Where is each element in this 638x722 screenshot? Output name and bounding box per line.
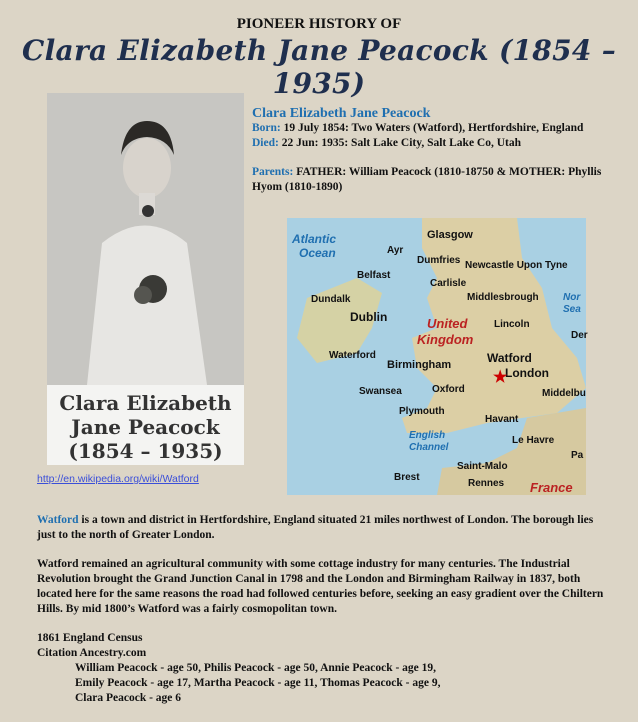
body-text bbox=[37, 513, 605, 706]
map-label: Kingdom bbox=[417, 332, 474, 347]
supertitle: PIONEER HISTORY OF bbox=[236, 16, 402, 32]
person-name: Clara Elizabeth Jane Peacock bbox=[252, 106, 431, 121]
map-label: France bbox=[530, 480, 573, 495]
died-value: 22 Jun: 1935: Salt Lake City, Salt Lake Co, Utah bbox=[281, 137, 522, 149]
portrait-image bbox=[47, 93, 244, 385]
parents-value: FATHER: William Peacock (1810-18750 & MOTHER: Phyllis Hyom (1810-1890) bbox=[252, 166, 602, 193]
map-label: Swansea bbox=[359, 386, 402, 397]
map-label: Pa bbox=[571, 450, 584, 461]
map-label: Brest bbox=[394, 472, 420, 483]
watford-link[interactable]: Watford bbox=[37, 514, 79, 526]
born-label: Born: bbox=[252, 122, 281, 134]
died-label: Died: bbox=[252, 137, 279, 149]
map-label: Plymouth bbox=[399, 406, 445, 417]
map-label: Havant bbox=[485, 414, 519, 425]
map-label: Watford bbox=[487, 351, 532, 365]
caption-line: (1854 – 1935) bbox=[68, 439, 223, 463]
map-label: Der bbox=[571, 330, 588, 341]
map-label: Belfast bbox=[357, 270, 391, 281]
map-label: Dundalk bbox=[311, 294, 351, 305]
caption-line: Jane Peacock bbox=[71, 415, 220, 439]
map-label: Sea bbox=[563, 304, 581, 315]
map-label: Glasgow bbox=[427, 229, 473, 241]
map-label: Middlesbrough bbox=[467, 292, 539, 303]
map-label: Saint-Malo bbox=[457, 461, 508, 472]
census-line: Clara Peacock - age 6 bbox=[75, 692, 182, 704]
portrait-photo bbox=[47, 93, 244, 465]
map-label: Nor bbox=[563, 292, 581, 303]
parents-line bbox=[252, 165, 602, 195]
map-label: Channel bbox=[409, 442, 449, 453]
portrait-caption bbox=[47, 385, 244, 465]
map-label: Dumfries bbox=[417, 255, 461, 266]
died-line bbox=[252, 136, 602, 151]
census-line: William Peacock - age 50, Philis Peacock - age 50, Annie Peacock - age 19, bbox=[75, 662, 437, 674]
map-label: Dublin bbox=[350, 310, 388, 324]
map-label: Carlisle bbox=[430, 278, 467, 289]
paragraph-text: is a town and district in Hertfordshire, England situated 21 miles northwest of London. The borough lies just to the north of Greater London. bbox=[37, 514, 594, 541]
born-line bbox=[252, 121, 602, 136]
map-label: Middelbu bbox=[542, 388, 586, 399]
map-label: Atlantic bbox=[292, 232, 337, 246]
map-label: Ayr bbox=[387, 245, 404, 256]
info-block bbox=[252, 106, 602, 195]
born-value: 19 July 1854: Two Waters (Watford), Hertfordshire, England bbox=[283, 122, 584, 134]
wikipedia-link[interactable]: http://en.wikipedia.org/wiki/Watford bbox=[37, 473, 199, 485]
map-label: Le Havre bbox=[512, 435, 555, 446]
map-label: Birmingham bbox=[387, 359, 452, 371]
map-label: London bbox=[505, 366, 549, 380]
map-label: Ocean bbox=[299, 246, 336, 260]
map-label: Lincoln bbox=[494, 319, 530, 330]
parents-label: Parents: bbox=[252, 166, 294, 178]
map-label: English bbox=[409, 430, 446, 441]
map-label: Rennes bbox=[468, 478, 505, 489]
page-title: Clara Elizabeth Jane Peacock (1854 – 1935) bbox=[21, 34, 616, 100]
census-title: 1861 England Census bbox=[37, 632, 143, 644]
census-source: Citation Ancestry.com bbox=[37, 647, 147, 659]
caption-line: Clara Elizabeth bbox=[59, 391, 232, 415]
map bbox=[287, 218, 586, 495]
map-label: Oxford bbox=[432, 384, 465, 395]
map-star: ★ bbox=[493, 369, 508, 386]
map-label: United bbox=[427, 316, 468, 331]
map-label: Newcastle Upon Tyne bbox=[465, 260, 568, 271]
paragraph-history: Watford remained an agricultural community with some cottage industry for many centuries. The Industrial Revolution brought the Grand Junction Canal in 1798 and the London and Birmingham Railway in 1837, both located here for the same reasons the road had followed centuries before, seeking an easy gradient over the Chiltern Hills. By mid 1800’s Watford was a fairly cosmopolitan town. bbox=[37, 558, 604, 615]
paragraph-watford bbox=[37, 513, 605, 543]
map-label: Waterford bbox=[329, 350, 376, 361]
census-line: Emily Peacock - age 17, Martha Peacock - age 11, Thomas Peacock - age 9, bbox=[75, 677, 441, 689]
